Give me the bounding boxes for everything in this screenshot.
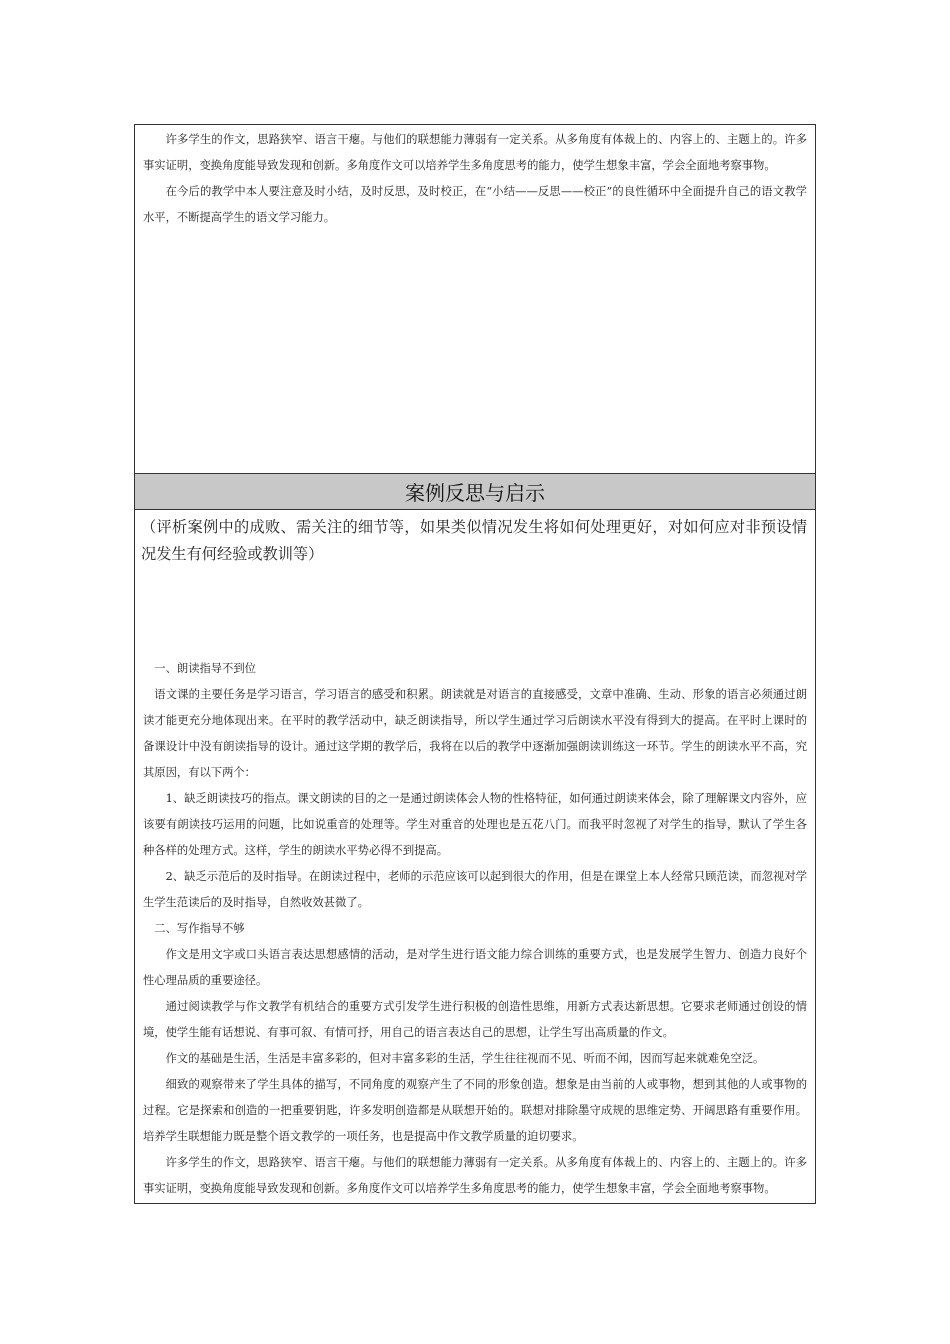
paragraph: 语文课的主要任务是学习语言，学习语言的感受和积累。朗读就是对语言的直接感受，文章中准确、生动、形象的语言必须通过朗读才能更充分地体现出来。在平时的教学活动中，缺乏朗读指导，所以学生通过学习后朗读水平没有得到大的提高。在平时上课时的备课设计中没有朗读指导的设计。通过这学期的教学后，我将在以后的教学中逐渐加强朗读训练这一环节。学生的朗读水平不高，究其原因，有以下两个： [143,688,807,779]
paragraph: 在今后的教学中本人要注意及时小结，及时反思，及时校正，在“小结——反思——校正”的良性循环中全面提升自己的语文教学水平，不断提高学生的语文学习能力。 [143,185,807,224]
paragraph: 1、缺乏朗读技巧的指点。课文朗读的目的之一是通过朗读体会人物的性格特征，如何通过朗读来体会，除了理解课文内容外，应该要有朗读技巧运用的问题，比如说重音的处理等。学生对重音的处理也是五花八门。而我平时忽视了对学生的指导，默认了学生各种各样的处理方式。这样，学生的朗读水平势必得不到提高。 [143,792,807,857]
previous-content-cell [135,125,815,474]
reflection-table [134,124,816,1204]
section-title: 案例反思与启示 [405,481,545,505]
paragraph: 通过阅读教学与作文教学有机结合的重要方式引发学生进行积极的创造性思维，用新方式表达新思想。它要求老师通过创设的情境，使学生能有话想说、有事可叙、有情可抒，用自己的语言表达自己的思想，让学生写出高质量的作文。 [143,1000,807,1039]
section-header [135,474,815,510]
paragraph: 2、缺乏示范后的及时指导。在朗读过程中，老师的示范应该可以起到很大的作用，但是在课堂上本人经常只顾范读，而忽视对学生学生范读后的及时指导，自然收效甚微了。 [143,870,807,909]
section-instructions: （评析案例中的成败、需关注的细节等，如果类似情况发生将如何处理更好，对如何应对非预设情况发生有何经验或教训等） [141,518,807,563]
subheading: 二、写作指导不够 [154,922,245,935]
reflection-content-cell [135,510,815,1203]
paragraph: 细致的观察带来了学生具体的描写，不同角度的观察产生了不同的形象创造。想象是由当前的人或事物，想到其他的人或事物的过程。它是探索和创造的一把重要钥匙，许多发明创造都是从联想开始的。联想对排除墨守成规的思维定势、开阔思路有重要作用。培养学生联想能力既是整个语文教学的一项任务，也是提高中作文教学质量的迫切要求。 [143,1078,807,1143]
blank-space [143,568,807,656]
paragraph: 作文的基础是生活，生活是丰富多彩的，但对丰富多彩的生活，学生往往视而不见、听而不闻，因而写起来就难免空泛。 [165,1052,765,1065]
paragraph: 许多学生的作文，思路狭窄、语言干瘪。与他们的联想能力薄弱有一定关系。从多角度有体裁上的、内容上的、主题上的。许多事实证明，变换角度能导致发现和创新。多角度作文可以培养学生多角度思考的能力，使学生想象丰富，学会全面地考察事物。 [143,133,807,172]
paragraph: 作文是用文字或口头语言表达思想感情的活动，是对学生进行语文能力综合训练的重要方式，也是发展学生智力、创造力良好个性心理品质的重要途径。 [143,948,807,987]
paragraph: 许多学生的作文，思路狭窄、语言干瘪。与他们的联想能力薄弱有一定关系。从多角度有体裁上的、内容上的、主题上的。许多事实证明，变换角度能导致发现和创新。多角度作文可以培养学生多角度思考的能力，使学生想象丰富，学会全面地考察事物。 [143,1156,807,1195]
subheading: 一、朗读指导不到位 [154,662,256,675]
